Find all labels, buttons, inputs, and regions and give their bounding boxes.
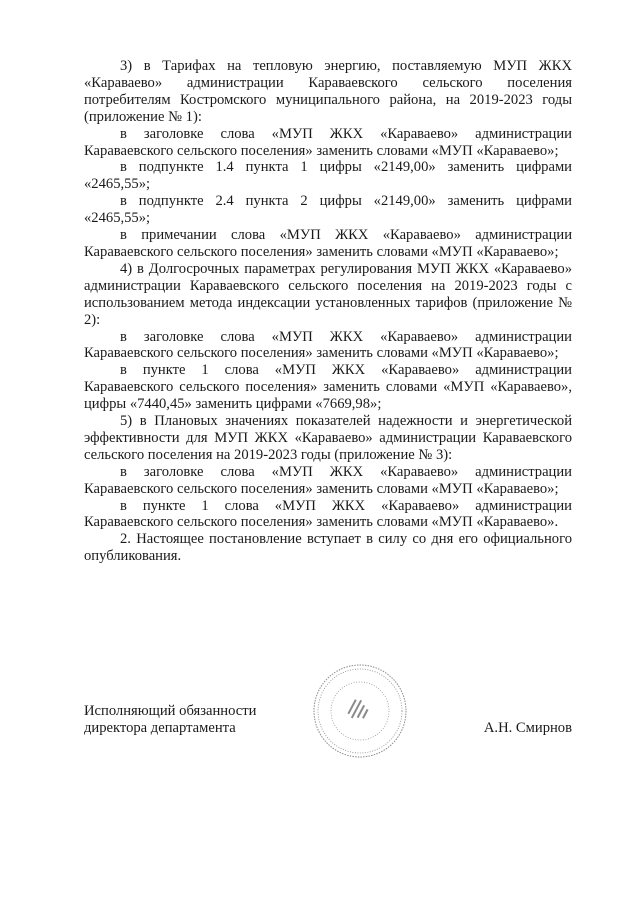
paragraph-item-4: 4) в Долгосрочных параметрах регулирования МУП ЖКХ «Караваево» администрации Караваевского сельского поселения на 2019-2023 годы с использованием метода индексации установленных тарифов (приложение № 2): xyxy=(84,260,572,328)
signatory-name: А.Н. Смирнов xyxy=(483,720,572,736)
paragraph-note-rename: в примечании слова «МУП ЖКХ «Караваево» администрации Караваевского сельского поселения» заменить словами «МУП «Караваево»; xyxy=(84,227,572,260)
paragraph-point-1-rename: в пункте 1 слова «МУП ЖКХ «Караваево» администрации Караваевского сельского поселения» заменить словами «МУП «Караваево». xyxy=(84,497,572,531)
paragraph-subpoint-2-4: в подпункте 2.4 пункта 2 цифры «2149,00» заменить цифрами «2465,55»; xyxy=(84,193,572,227)
paragraph-header-rename-3: в заголовке слова «МУП ЖКХ «Караваево» администрации Караваевского сельского поселения» заменить словами «МУП «Караваево»; xyxy=(84,463,572,497)
paragraph-header-rename-2: в заголовке слова «МУП ЖКХ «Караваево» администрации Караваевского сельского поселения» заменить словами «МУП «Караваево»; xyxy=(84,328,572,362)
document-body xyxy=(84,58,572,565)
paragraph-item-5: 5) в Плановых значениях показателей надежности и энергетической эффективности для МУП ЖКХ «Караваево» администрации Караваевского сельского поселения на 2019-2023 годы (приложение № 3): xyxy=(84,413,572,463)
paragraph-subpoint-1-4: в подпункте 1.4 пункта 1 цифры «2149,00» заменить цифрами «2465,55»; xyxy=(84,159,572,193)
signatory-position-line-1: Исполняющий обязанности xyxy=(84,703,257,719)
paragraph-header-rename: в заголовке слова «МУП ЖКХ «Караваево» администрации Караваевского сельского поселения» заменить словами «МУП «Караваево»; xyxy=(84,125,572,159)
signature-block xyxy=(84,703,572,743)
paragraph-point-1-values: в пункте 1 слова «МУП ЖКХ «Караваево» администрации Караваевского сельского поселения» заменить словами «МУП «Караваево», цифры «7440,45» заменить цифрами «7669,98»; xyxy=(84,362,572,413)
signatory-position xyxy=(84,703,256,737)
paragraph-effective-date: 2. Настоящее постановление вступает в силу со дня его официального опубликования. xyxy=(84,531,572,565)
paragraph-item-3: 3) в Тарифах на тепловую энергию, поставляемую МУП ЖКХ «Караваево» администрации Караваевского сельского поселения потребителям Костромского муниципального района, на 2019-2023 годы (приложение № 1): xyxy=(84,58,572,125)
signatory-position-line-2: директора департамента xyxy=(84,719,236,736)
